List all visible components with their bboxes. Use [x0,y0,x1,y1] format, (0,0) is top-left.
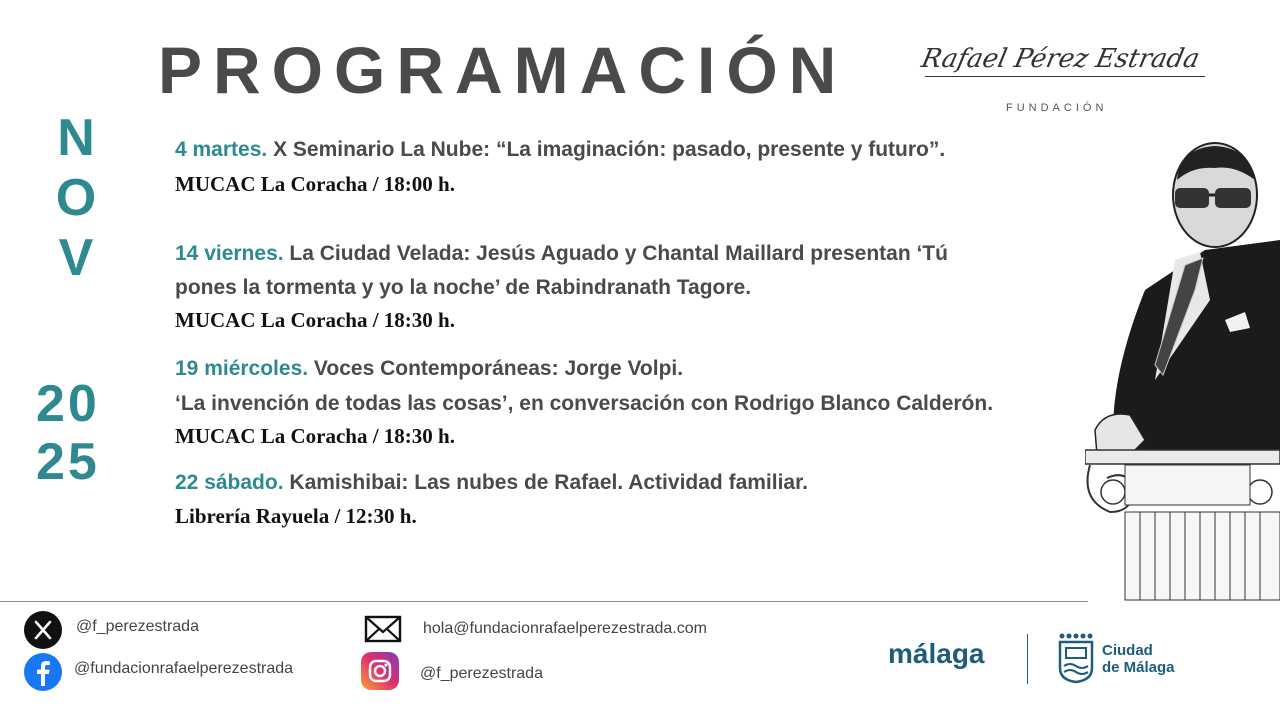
portrait-illustration [1085,140,1280,602]
event-venue: MUCAC La Coracha / 18:30 h. [175,308,455,332]
logo-separator [1027,634,1028,684]
event-venue: Librería Rayuela / 12:30 h. [175,504,417,528]
event-venue: MUCAC La Coracha / 18:00 h. [175,172,455,196]
footer-divider [0,601,1088,602]
year-bottom: 25 [36,433,100,491]
event-description: Kamishibai: Las nubes de Rafael. Actividad familiar. [283,471,808,494]
year-top: 20 [36,375,100,433]
event-venue: MUCAC La Coracha / 18:30 h. [175,424,455,448]
event-date: 19 miércoles. [175,357,309,380]
facebook-icon[interactable] [24,653,62,691]
instagram-handle-link[interactable]: @f_perezestrada [420,665,543,682]
event-description-cont: ‘La invención de todas las cosas’, en conversación con Rodrigo Blanco Calderón. [175,392,994,415]
event-title [175,357,683,381]
page-title: PROGRAMACIÓN [158,33,848,107]
malaga-logo: málaga [888,638,985,669]
event-description: La Ciudad Velada: Jesús Aguado y Chantal Maillard presentan ‘Tú [283,242,948,265]
city-crest-icon [1058,632,1094,689]
event-description: Voces Contemporáneas: Jorge Volpi. [308,357,684,380]
instagram-icon[interactable] [361,652,399,690]
event-title [175,138,945,162]
email-link[interactable]: hola@fundacionrafaelperezestrada.com [423,620,707,637]
month-letter: O [55,169,97,227]
event-description-cont: pones la tormenta y yo la noche’ de Rabindranath Tagore. [175,276,752,299]
x-icon[interactable] [24,611,62,649]
foundation-signature-logo: Rafael Pérez Estrada [918,44,1203,74]
event-date: 22 sábado. [175,471,284,494]
x-handle-link[interactable]: @f_perezestrada [76,618,199,635]
facebook-handle-link[interactable]: @fundacionrafaelperezestrada [74,660,294,677]
event-title [175,471,808,495]
event-description: X Seminario La Nube: “La imaginación: pasado, presente y futuro”. [267,138,946,161]
foundation-label: FUNDACIÓN [1006,102,1108,114]
signature-underline [925,76,1205,77]
ciudad-line2: de Málaga [1102,659,1175,677]
ciudad-line1: Ciudad [1102,642,1153,659]
event-title [175,242,948,266]
event-date: 14 viernes. [175,242,284,265]
ciudad-de-malaga-logo [1102,642,1175,677]
mail-icon[interactable] [364,614,402,649]
month-letter: V [58,229,94,287]
month-letter: N [57,109,95,167]
event-date: 4 martes. [175,138,268,161]
